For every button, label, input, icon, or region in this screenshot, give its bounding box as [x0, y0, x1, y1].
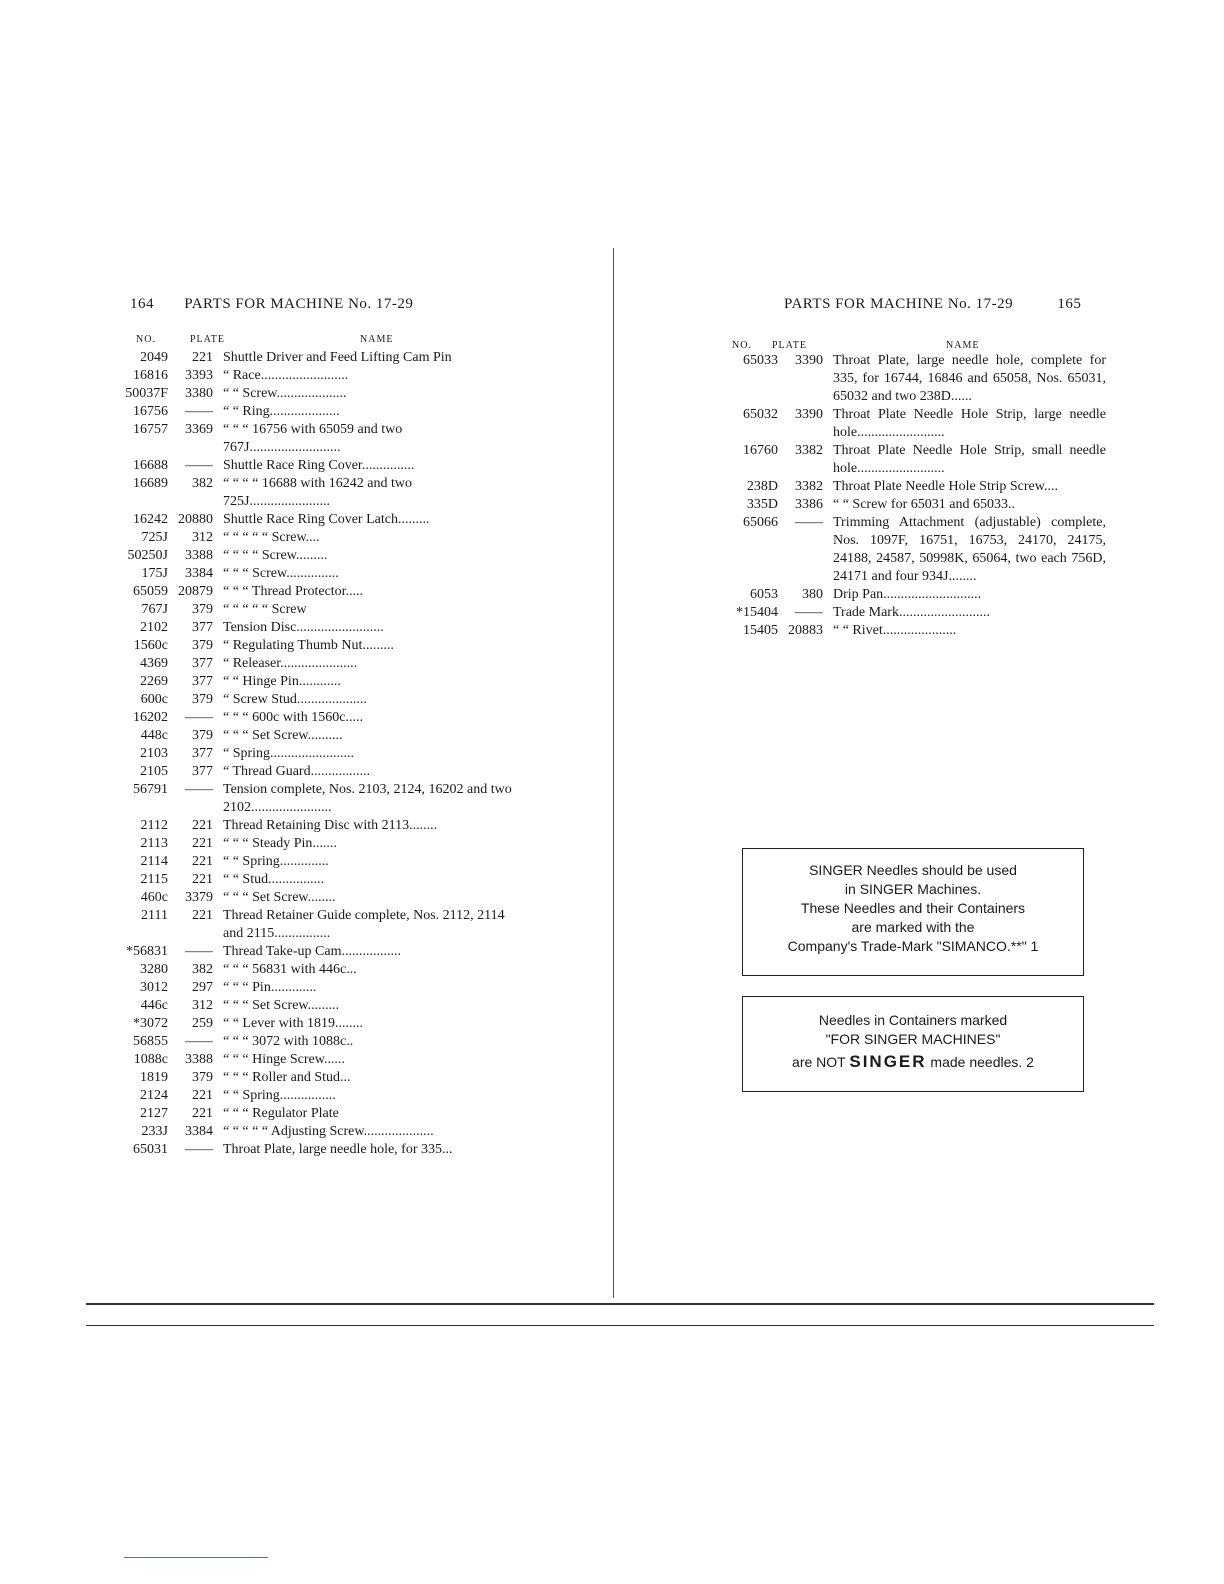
- table-row: [112, 655, 520, 673]
- left-page-number: 164: [130, 296, 154, 312]
- part-number: 460c: [140, 890, 168, 905]
- scan-edge-rule-top: [86, 1303, 1154, 1305]
- part-number: 1560c: [133, 638, 168, 653]
- part-number: 2269: [140, 674, 168, 689]
- table-row: [112, 745, 520, 763]
- part-name: Trade Mark..........................: [833, 605, 990, 620]
- left-col-no: NO.: [136, 334, 156, 345]
- plate-number: 379: [192, 602, 213, 617]
- part-name: “ “ “ 3072 with 1088c..: [223, 1034, 354, 1049]
- notice-1-line-3: These Needles and their Containers: [800, 900, 1026, 916]
- part-name: “ Regulating Thumb Nut.........: [223, 638, 394, 653]
- part-name: “ “ Rivet.....................: [833, 623, 957, 638]
- part-name: “ “ “ Regulator Plate: [223, 1106, 339, 1121]
- part-number: 335D: [746, 497, 778, 512]
- table-row: [112, 1051, 520, 1069]
- table-row: [112, 673, 520, 691]
- part-name: “ “ Spring..............: [223, 854, 329, 869]
- notice-2-line-2: "FOR SINGER MACHINES": [825, 1031, 1001, 1047]
- plate-number: 20880: [178, 512, 213, 527]
- plate-number: 20883: [788, 623, 823, 638]
- right-page: [612, 0, 1224, 1584]
- part-number: 16756: [133, 404, 168, 419]
- part-number: 16760: [743, 443, 778, 458]
- part-number: 2049: [140, 350, 168, 365]
- table-row: [112, 727, 520, 745]
- table-row: [112, 889, 520, 907]
- plate-number: ——: [795, 515, 823, 530]
- plate-number: 3388: [185, 548, 213, 563]
- table-row: [112, 583, 520, 601]
- plate-number: 20879: [178, 584, 213, 599]
- plate-number: 3380: [185, 386, 213, 401]
- table-row: [112, 1015, 520, 1033]
- table-row: [112, 763, 520, 781]
- part-name: “ “ “ Set Screw........: [223, 890, 336, 905]
- right-parts-table: [722, 352, 1106, 640]
- plate-number: 221: [192, 872, 213, 887]
- table-row: [722, 622, 1106, 640]
- part-number: 2103: [140, 746, 168, 761]
- table-row: [112, 781, 520, 817]
- notice-1-line-2-brand: SINGER: [859, 881, 914, 897]
- part-number: 16757: [133, 422, 168, 437]
- plate-number: 221: [192, 350, 213, 365]
- table-row: [112, 529, 520, 547]
- notice-2-line-3-text: made needles. 2: [926, 1054, 1034, 1070]
- plate-number: 312: [192, 530, 213, 545]
- part-number: 16688: [133, 458, 168, 473]
- part-name: Thread Retaining Disc with 2113........: [223, 818, 438, 833]
- part-number: 767J: [141, 602, 168, 617]
- notice-1-line-5: Company's Trade-Mark "SIMANCO.**" 1: [787, 938, 1039, 954]
- table-row: [112, 1105, 520, 1123]
- part-name: “ “ Screw....................: [223, 386, 347, 401]
- notice-2-brand: SINGER: [849, 1052, 927, 1071]
- part-name: “ “ “ “ “ Screw....: [223, 530, 320, 545]
- part-name: Drip Pan............................: [833, 587, 982, 602]
- table-row: [112, 421, 520, 457]
- plate-number: 377: [192, 764, 213, 779]
- part-number: 65059: [133, 584, 168, 599]
- plate-number: ——: [185, 782, 213, 797]
- table-row: [112, 475, 520, 511]
- plate-number: 3382: [795, 479, 823, 494]
- table-row: [112, 817, 520, 835]
- part-number: 16689: [133, 476, 168, 491]
- part-name: Tension Disc.........................: [223, 620, 384, 635]
- left-parts-table: [112, 349, 520, 1159]
- table-row: [112, 961, 520, 979]
- left-page-header: [130, 296, 413, 313]
- table-row: [112, 943, 520, 961]
- left-page-title: PARTS FOR MACHINE No. 17-29: [184, 296, 414, 312]
- part-number: 16816: [133, 368, 168, 383]
- part-name: Throat Plate, large needle hole, complete for 335, for 16744, 16846 and 65058, Nos. 65031, 65032 and two 238D......: [833, 353, 1106, 404]
- part-number: *3072: [133, 1016, 168, 1031]
- part-number: 448c: [140, 728, 168, 743]
- plate-number: 221: [192, 1106, 213, 1121]
- plate-number: 379: [192, 1070, 213, 1085]
- table-row: [722, 514, 1106, 586]
- table-row: [112, 979, 520, 997]
- table-row: [112, 871, 520, 889]
- part-name: “ “ “ 600c with 1560c.....: [223, 710, 363, 725]
- table-row: [112, 907, 520, 943]
- part-number: 2105: [140, 764, 168, 779]
- notice-2-line-3: [743, 1052, 1083, 1072]
- table-row: [722, 352, 1106, 406]
- plate-number: 221: [192, 818, 213, 833]
- plate-number: 3384: [185, 1124, 213, 1139]
- part-name: “ “ “ Thread Protector.....: [223, 584, 364, 599]
- table-row: [112, 367, 520, 385]
- part-name: Thread Retainer Guide complete, Nos. 2112, 2114 and 2115................: [223, 908, 505, 941]
- table-row: [722, 586, 1106, 604]
- part-name: “ “ “ 56831 with 446c...: [223, 962, 357, 977]
- notice-2-line-3-prefix: are NOT: [792, 1054, 850, 1070]
- table-row: [112, 1069, 520, 1087]
- singer-needles-notice: [742, 848, 1084, 976]
- part-number: 65066: [743, 515, 778, 530]
- part-name: Throat Plate Needle Hole Strip, large needle hole.........................: [833, 407, 1106, 440]
- part-number: 65032: [743, 407, 778, 422]
- plate-number: ——: [185, 404, 213, 419]
- part-number: 2127: [140, 1106, 168, 1121]
- part-name: Shuttle Driver and Feed Lifting Cam Pin: [223, 350, 452, 365]
- table-row: [112, 637, 520, 655]
- table-row: [112, 349, 520, 367]
- part-number: 2124: [140, 1088, 168, 1103]
- plate-number: 3369: [185, 422, 213, 437]
- right-col-name: NAME: [946, 340, 980, 351]
- notice-1-line-2-prefix: in: [844, 881, 860, 897]
- table-row: [112, 619, 520, 637]
- part-number: 1819: [140, 1070, 168, 1085]
- plate-number: ——: [185, 1142, 213, 1157]
- plate-number: 379: [192, 728, 213, 743]
- part-number: 16202: [133, 710, 168, 725]
- part-number: 2112: [140, 818, 168, 833]
- table-row: [722, 604, 1106, 622]
- notice-1-brand: SINGER: [809, 862, 863, 878]
- plate-number: ——: [795, 605, 823, 620]
- table-row: [112, 1033, 520, 1051]
- part-number: 50037F: [125, 386, 168, 401]
- table-row: [722, 478, 1106, 496]
- part-name: “ “ Screw for 65031 and 65033..: [833, 497, 1015, 512]
- part-number: 175J: [141, 566, 168, 581]
- part-number: 2114: [140, 854, 168, 869]
- notice-1-line-2-text: Machines.: [913, 881, 982, 897]
- table-row: [112, 385, 520, 403]
- part-number: *15404: [736, 605, 778, 620]
- part-name: Throat Plate Needle Hole Strip, small needle hole.........................: [833, 443, 1106, 476]
- table-row: [112, 997, 520, 1015]
- plate-number: 3382: [795, 443, 823, 458]
- part-name: “ “ “ Hinge Screw......: [223, 1052, 345, 1067]
- not-singer-needles-notice: [742, 996, 1084, 1092]
- part-name: “ Race.........................: [223, 368, 349, 383]
- plate-number: 3388: [185, 1052, 213, 1067]
- plate-number: 221: [192, 836, 213, 851]
- table-row: [112, 1141, 520, 1159]
- part-number: 65033: [743, 353, 778, 368]
- table-row: [112, 853, 520, 871]
- part-name: “ “ “ 16756 with 65059 and two 767J..........................: [223, 422, 403, 455]
- right-col-plate: PLATE: [772, 340, 807, 351]
- table-row: [112, 691, 520, 709]
- part-name: “ Screw Stud....................: [223, 692, 367, 707]
- left-col-name: NAME: [360, 334, 394, 345]
- plate-number: 3390: [795, 353, 823, 368]
- part-number: 2111: [141, 908, 168, 923]
- table-row: [112, 601, 520, 619]
- part-number: 238D: [746, 479, 778, 494]
- part-name: “ Releaser......................: [223, 656, 358, 671]
- part-name: “ “ “ “ Screw.........: [223, 548, 328, 563]
- part-name: “ “ “ “ 16688 with 16242 and two 725J.......................: [223, 476, 412, 509]
- part-name: “ Spring........................: [223, 746, 355, 761]
- part-name: “ “ Lever with 1819........: [223, 1016, 363, 1031]
- part-number: *56831: [126, 944, 168, 959]
- part-name: “ “ Stud................: [223, 872, 325, 887]
- part-name: Thread Take-up Cam.................: [223, 944, 401, 959]
- plate-number: 3384: [185, 566, 213, 581]
- part-name: Throat Plate, large needle hole, for 335...: [223, 1142, 453, 1157]
- plate-number: ——: [185, 458, 213, 473]
- part-number: 6053: [750, 587, 778, 602]
- plate-number: 377: [192, 674, 213, 689]
- table-row: [112, 403, 520, 421]
- plate-number: 3390: [795, 407, 823, 422]
- part-number: 2115: [140, 872, 168, 887]
- notice-1-line-4: are marked with the: [851, 919, 975, 935]
- plate-number: 380: [802, 587, 823, 602]
- part-name: “ “ “ Roller and Stud...: [223, 1070, 351, 1085]
- part-name: “ “ “ “ “ Adjusting Screw....................: [223, 1124, 434, 1139]
- part-number: 56855: [133, 1034, 168, 1049]
- table-row: [722, 406, 1106, 442]
- plate-number: 221: [192, 854, 213, 869]
- right-col-no: NO.: [732, 340, 752, 351]
- notice-2-line-1: Needles in Containers marked: [818, 1012, 1008, 1028]
- plate-number: 259: [192, 1016, 213, 1031]
- part-name: “ Thread Guard.................: [223, 764, 371, 779]
- table-row: [722, 496, 1106, 514]
- part-number: 65031: [133, 1142, 168, 1157]
- plate-number: 3386: [795, 497, 823, 512]
- plate-number: 377: [192, 620, 213, 635]
- table-row: [112, 1123, 520, 1141]
- table-row: [112, 1087, 520, 1105]
- part-number: 233J: [141, 1124, 168, 1139]
- plate-number: 3379: [185, 890, 213, 905]
- plate-number: ——: [185, 1034, 213, 1049]
- part-name: “ “ “ Screw...............: [223, 566, 339, 581]
- part-number: 4369: [140, 656, 168, 671]
- part-number: 50250J: [127, 548, 168, 563]
- plate-number: 312: [192, 998, 213, 1013]
- part-number: 56791: [133, 782, 168, 797]
- part-name: “ “ Spring................: [223, 1088, 336, 1103]
- table-row: [112, 709, 520, 727]
- table-row: [722, 442, 1106, 478]
- part-name: “ “ Ring....................: [223, 404, 340, 419]
- table-row: [112, 565, 520, 583]
- plate-number: 377: [192, 746, 213, 761]
- plate-number: ——: [185, 710, 213, 725]
- bottom-underline: [124, 1557, 268, 1558]
- part-name: Trimming Attachment (adjustable) complete, Nos. 1097F, 16751, 16753, 24170, 24175, 24188, 24587, 50998K, 65064, two each 756D, 24171 and four 934J........: [833, 515, 1106, 584]
- notice-1-line-2: [743, 880, 1083, 899]
- part-name: Tension complete, Nos. 2103, 2124, 16202 and two 2102.......................: [223, 782, 512, 815]
- plate-number: 382: [192, 962, 213, 977]
- table-row: [112, 511, 520, 529]
- part-name: “ “ “ “ “ Screw: [223, 602, 307, 617]
- table-row: [112, 547, 520, 565]
- right-page-number: 165: [1057, 296, 1082, 312]
- plate-number: 379: [192, 638, 213, 653]
- part-name: “ “ “ Set Screw.........: [223, 998, 340, 1013]
- part-number: 16242: [133, 512, 168, 527]
- part-name: “ “ Hinge Pin............: [223, 674, 341, 689]
- plate-number: 221: [192, 1088, 213, 1103]
- plate-number: ——: [185, 944, 213, 959]
- part-name: “ “ “ Set Screw..........: [223, 728, 343, 743]
- part-number: 600c: [140, 692, 168, 707]
- part-number: 2102: [140, 620, 168, 635]
- notice-1-line-1: [743, 861, 1083, 880]
- plate-number: 3393: [185, 368, 213, 383]
- part-number: 3280: [140, 962, 168, 977]
- plate-number: 221: [192, 908, 213, 923]
- scan-edge-rule-bottom: [86, 1325, 1154, 1326]
- part-name: Shuttle Race Ring Cover...............: [223, 458, 415, 473]
- notice-1-line-1-text: Needles should be used: [862, 862, 1017, 878]
- part-number: 725J: [141, 530, 168, 545]
- part-name: Shuttle Race Ring Cover Latch.........: [223, 512, 430, 527]
- plate-number: 382: [192, 476, 213, 491]
- part-name: Throat Plate Needle Hole Strip Screw....: [833, 479, 1058, 494]
- right-page-title: PARTS FOR MACHINE No. 17-29: [784, 296, 1014, 312]
- plate-number: 379: [192, 692, 213, 707]
- table-row: [112, 457, 520, 475]
- part-number: 2113: [140, 836, 168, 851]
- part-name: “ “ “ Pin.............: [223, 980, 317, 995]
- part-name: “ “ “ Steady Pin.......: [223, 836, 337, 851]
- left-col-plate: PLATE: [190, 334, 225, 345]
- part-number: 446c: [140, 998, 168, 1013]
- plate-number: 297: [192, 980, 213, 995]
- part-number: 3012: [140, 980, 168, 995]
- table-row: [112, 835, 520, 853]
- part-number: 1088c: [133, 1052, 168, 1067]
- plate-number: 377: [192, 656, 213, 671]
- part-number: 15405: [743, 623, 778, 638]
- right-page-header: [784, 296, 1081, 313]
